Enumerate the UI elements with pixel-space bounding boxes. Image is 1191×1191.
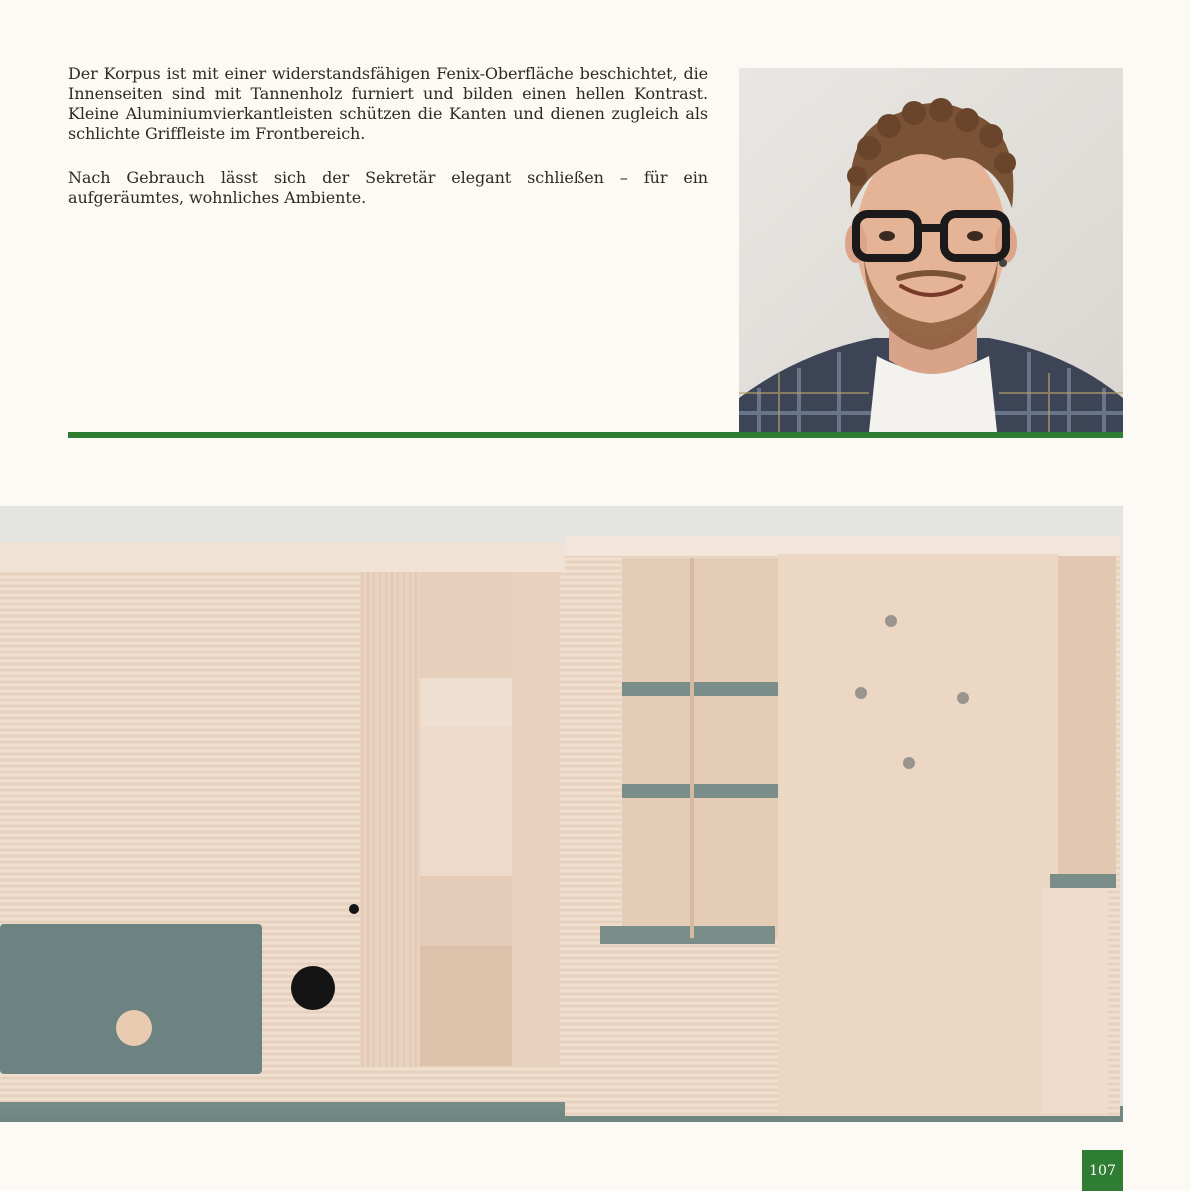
page-number: 107 xyxy=(1082,1150,1123,1191)
cabinet-photo xyxy=(0,506,1123,1122)
paragraph-1: Der Korpus ist mit einer widerstandsfähigen Fenix-Oberfläche beschichtet, die Innenseiten sind mit Tannenholz furniert und bilden einen hellen Kontrast. Kleine Aluminiumvierkantleisten schützen die Kanten und dienen zugleich als schlichte Griffleiste im Frontbereich. xyxy=(68,64,708,143)
body-text xyxy=(68,64,708,232)
section-divider xyxy=(68,432,1123,438)
portrait-photo xyxy=(739,68,1123,432)
paragraph-2: Nach Gebrauch lässt sich der Sekretär elegant schließen – für ein aufgeräumtes, wohnliches Ambiente. xyxy=(68,168,708,207)
